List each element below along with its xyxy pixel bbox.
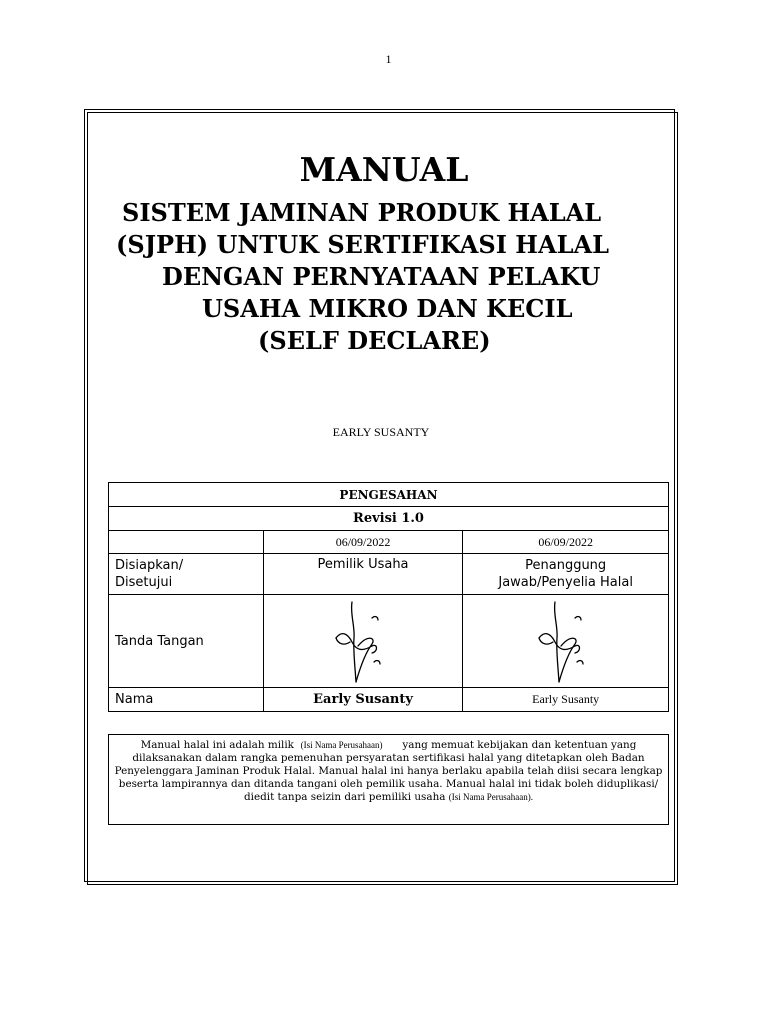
notice-part-2: yang memuat kebijakan dan ketentuan yang dilaksanakan dalam rangka pemenuhan persyaratan sertifikasi halal yang ditetapkan oleh Badan Penyelenggara Jaminan Produk Halal. Manual halal ini hanya berlaku apabila telah diisi secara lengkap beserta lampirannya dan ditanda tangani oleh pemilik usaha. Manual halal ini tidak boleh diduplikasi/ diedit tanpa seizin dari pemiliki usaha xyxy=(114,739,663,803)
role-right: Penanggung Jawab/Penyelia Halal xyxy=(463,554,669,595)
name-right: Early Susanty xyxy=(463,688,669,712)
approval-revision: Revisi 1.0 xyxy=(109,507,669,531)
notice-placeholder-2: (Isi Nama Perusahaan). xyxy=(448,792,533,802)
subtitle-line-5: (SELF DECLARE) xyxy=(258,326,491,355)
date-right: 06/09/2022 xyxy=(463,531,669,554)
name-label: Nama xyxy=(109,688,264,712)
subtitle-line-3: DENGAN PERNYATAAN PELAKU xyxy=(162,262,601,291)
document-title: MANUAL xyxy=(299,150,469,189)
notice-placeholder-1: (Isi Nama Perusahaan) xyxy=(300,740,383,750)
notice-part-1: Manual halal ini adalah milik xyxy=(140,739,294,751)
date-left: 06/09/2022 xyxy=(263,531,463,554)
name-left: Early Susanty xyxy=(263,688,463,712)
prepared-label: Disiapkan/ Disetujui xyxy=(109,554,264,595)
signature-label: Tanda Tangan xyxy=(109,595,264,688)
approval-header: PENGESAHAN xyxy=(109,483,669,507)
signature-cell-left xyxy=(263,595,463,688)
ownership-notice xyxy=(108,734,669,825)
approval-table xyxy=(108,482,669,712)
empty-cell xyxy=(109,531,264,554)
subtitle-line-4: USAHA MIKRO DAN KECIL xyxy=(202,294,573,323)
subtitle-line-1: SISTEM JAMINAN PRODUK HALAL xyxy=(122,198,602,227)
signature-cell-right xyxy=(463,595,669,688)
signature-image-right xyxy=(531,598,601,684)
role-left: Pemilik Usaha xyxy=(263,554,463,595)
notice-text xyxy=(113,739,664,804)
page-number: 1 xyxy=(385,52,392,66)
author-name: EARLY SUSANTY xyxy=(332,425,430,439)
signature-image-left xyxy=(328,598,398,684)
subtitle-line-2: (SJPH) UNTUK SERTIFIKASI HALAL xyxy=(116,230,609,259)
